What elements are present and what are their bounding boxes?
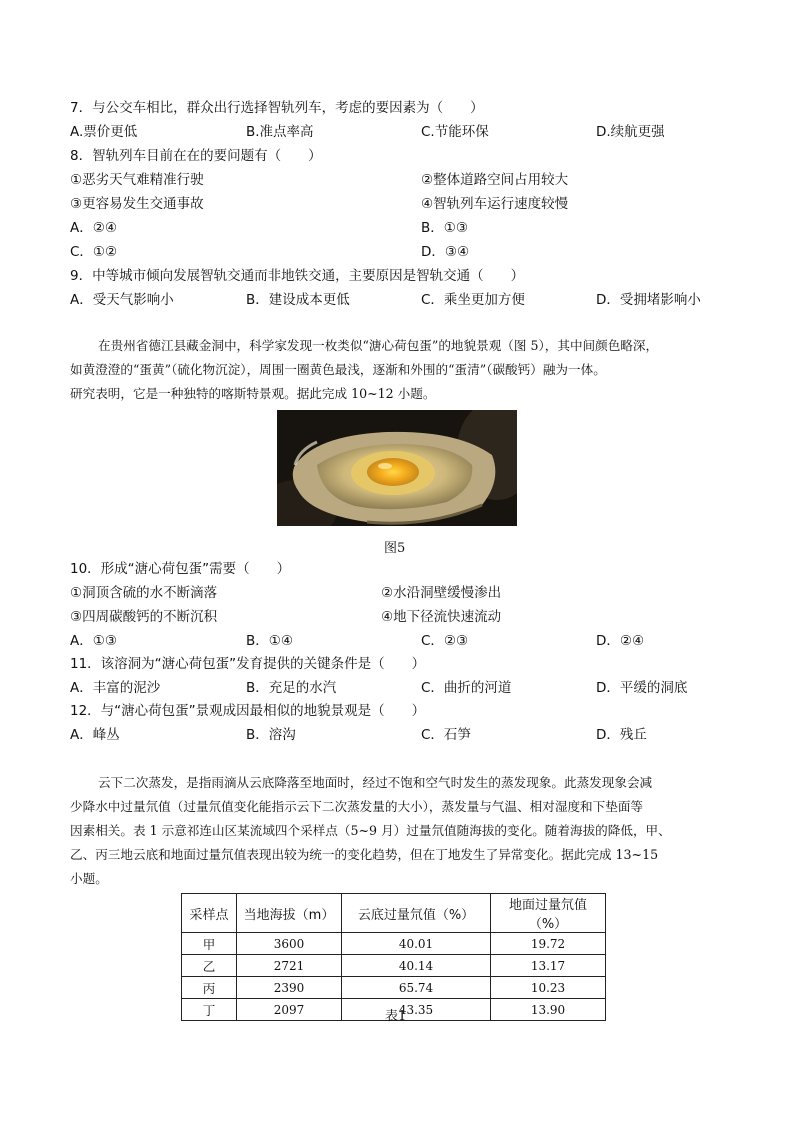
q10-option-a: A．①③ — [70, 633, 117, 649]
q11-option-c: C．曲折的河道 — [421, 680, 512, 696]
table-cell: 13.17 — [491, 955, 606, 977]
passage-karst-line: 研究表明，它是一种独特的喀斯特景观。据此完成 10~12 小题。 — [70, 386, 436, 401]
q9-option-b: B．建设成本更低 — [246, 292, 350, 308]
q9-option-a: A．受天气影响小 — [70, 292, 174, 308]
figure-5-photo — [277, 410, 517, 526]
q10-item-1: ①洞顶含硫的水不断滴落 — [70, 585, 218, 601]
table-cell: 3600 — [237, 933, 342, 955]
table-cell: 甲 — [182, 933, 237, 955]
table-row — [182, 955, 606, 977]
q8-item-4: ④智轨列车运行速度较慢 — [421, 196, 569, 212]
passage-evaporation-line: 小题。 — [70, 871, 108, 886]
q7-option-a: A.票价更低 — [70, 124, 138, 140]
q7-stem: 7．与公交车相比，群众出行选择智轨列车，考虑的要因素为（ ） — [70, 100, 484, 116]
q8-item-2: ②整体道路空间占用较大 — [421, 172, 569, 188]
table-cell: 40.01 — [342, 933, 491, 955]
table-cell: 40.14 — [342, 955, 491, 977]
table-cell: 19.72 — [491, 933, 606, 955]
q11-option-b: B．充足的水汽 — [246, 680, 337, 696]
q8-option-c: C．①② — [70, 244, 118, 260]
table-row — [182, 977, 606, 999]
q10-option-d: D．②④ — [596, 633, 645, 649]
table-cell: 2097 — [237, 999, 342, 1021]
passage-evaporation-line: 云下二次蒸发，是指雨滴从云底降落至地面时，经过不饱和空气时发生的蒸发现象。此蒸发现象会减 — [98, 775, 653, 790]
table-caption: 表1 — [385, 1009, 407, 1024]
q12-stem: 12．与“溏心荷包蛋”景观成因最相似的地貌景观是（ ） — [70, 703, 426, 719]
table-cell: 43.35 — [342, 999, 491, 1021]
table-row — [182, 933, 606, 955]
table-cell: 10.23 — [491, 977, 606, 999]
q8-option-b: B．①③ — [421, 220, 468, 236]
q8-option-d: D．③④ — [421, 244, 470, 260]
table-header-row — [182, 894, 606, 933]
q9-stem: 9．中等城市倾向发展智轨交通而非地铁交通，主要原因是智轨交通（ ） — [70, 268, 525, 284]
passage-karst-line: 在贵州省德江县藏金洞中，科学家发现一枚类似“溏心荷包蛋”的地貌景观（图 5），其中间颜色略深， — [98, 338, 659, 353]
q12-option-c: C．石笋 — [421, 727, 471, 743]
egg-formation-image — [277, 410, 517, 526]
q12-option-d: D．残丘 — [596, 727, 647, 743]
q10-item-3: ③四周碳酸钙的不断沉积 — [70, 609, 218, 625]
table-cell: 丁 — [182, 999, 237, 1021]
q8-item-3: ③更容易发生交通事故 — [70, 196, 204, 212]
q10-option-b: B．①④ — [246, 633, 293, 649]
q9-option-d: D．受拥堵影响小 — [596, 292, 701, 308]
passage-evaporation-line: 少降水中过量氘值（过量氘值变化能指示云下二次蒸发量的大小），蒸发量与气温、相对湿度和下垫面等 — [70, 799, 644, 814]
q10-item-2: ②水沿洞壁缓慢渗出 — [381, 585, 502, 601]
passage-karst-line: 如黄澄澄的“蛋黄”（硫化物沉淀），周围一圈黄色最浅，逐渐和外围的“蛋清”（碳酸钙）融为一体。 — [70, 362, 606, 377]
table-header: 云底过量氘值（%） — [342, 894, 491, 933]
passage-karst — [70, 334, 722, 406]
figure-caption: 图5 — [384, 541, 406, 556]
table-cell: 13.90 — [491, 999, 606, 1021]
passage-evaporation-line: 乙、丙三地云底和地面过量氘值表现出较为统一的变化趋势，但在丁地发生了异常变化。据此完成 13~15 — [70, 847, 659, 862]
table-cell: 丙 — [182, 977, 237, 999]
q12-option-a: A．峰丛 — [70, 727, 120, 743]
q8-stem: 8．智轨列车目前在在的要问题有（ ） — [70, 148, 322, 164]
q10-stem: 10．形成“溏心荷包蛋”需要（ ） — [70, 561, 291, 577]
q10-item-4: ④地下径流快速流动 — [381, 609, 502, 625]
q11-option-d: D．平缓的洞底 — [596, 680, 688, 696]
table-header: 当地海拔（m） — [237, 894, 342, 933]
table-cell: 乙 — [182, 955, 237, 977]
table-1 — [181, 893, 606, 1021]
q10-option-c: C．②③ — [421, 633, 469, 649]
q8-option-a: A．②④ — [70, 220, 117, 236]
passage-evaporation — [70, 771, 722, 891]
q7-option-b: B.准点率高 — [246, 124, 314, 140]
q11-option-a: A．丰富的泥沙 — [70, 680, 161, 696]
table-header: 采样点 — [182, 894, 237, 933]
q7-option-c: C.节能环保 — [421, 124, 489, 140]
table-cell: 2721 — [237, 955, 342, 977]
q12-option-b: B．溶沟 — [246, 727, 296, 743]
q8-item-1: ①恶劣天气难精准行驶 — [70, 172, 204, 188]
q7-option-d: D.续航更强 — [596, 124, 665, 140]
q11-stem: 11．该溶洞为“溏心荷包蛋”发育提供的关键条件是（ ） — [70, 656, 426, 672]
table-header: 地面过量氘值（%） — [491, 894, 606, 933]
table-cell: 2390 — [237, 977, 342, 999]
q9-option-c: C．乘坐更加方便 — [421, 292, 525, 308]
passage-evaporation-line: 因素相关。表 1 示意祁连山区某流域四个采样点（5~9 月）过量氘值随海拔的变化。随着海拔的降低，甲、 — [70, 823, 671, 838]
table-cell: 65.74 — [342, 977, 491, 999]
